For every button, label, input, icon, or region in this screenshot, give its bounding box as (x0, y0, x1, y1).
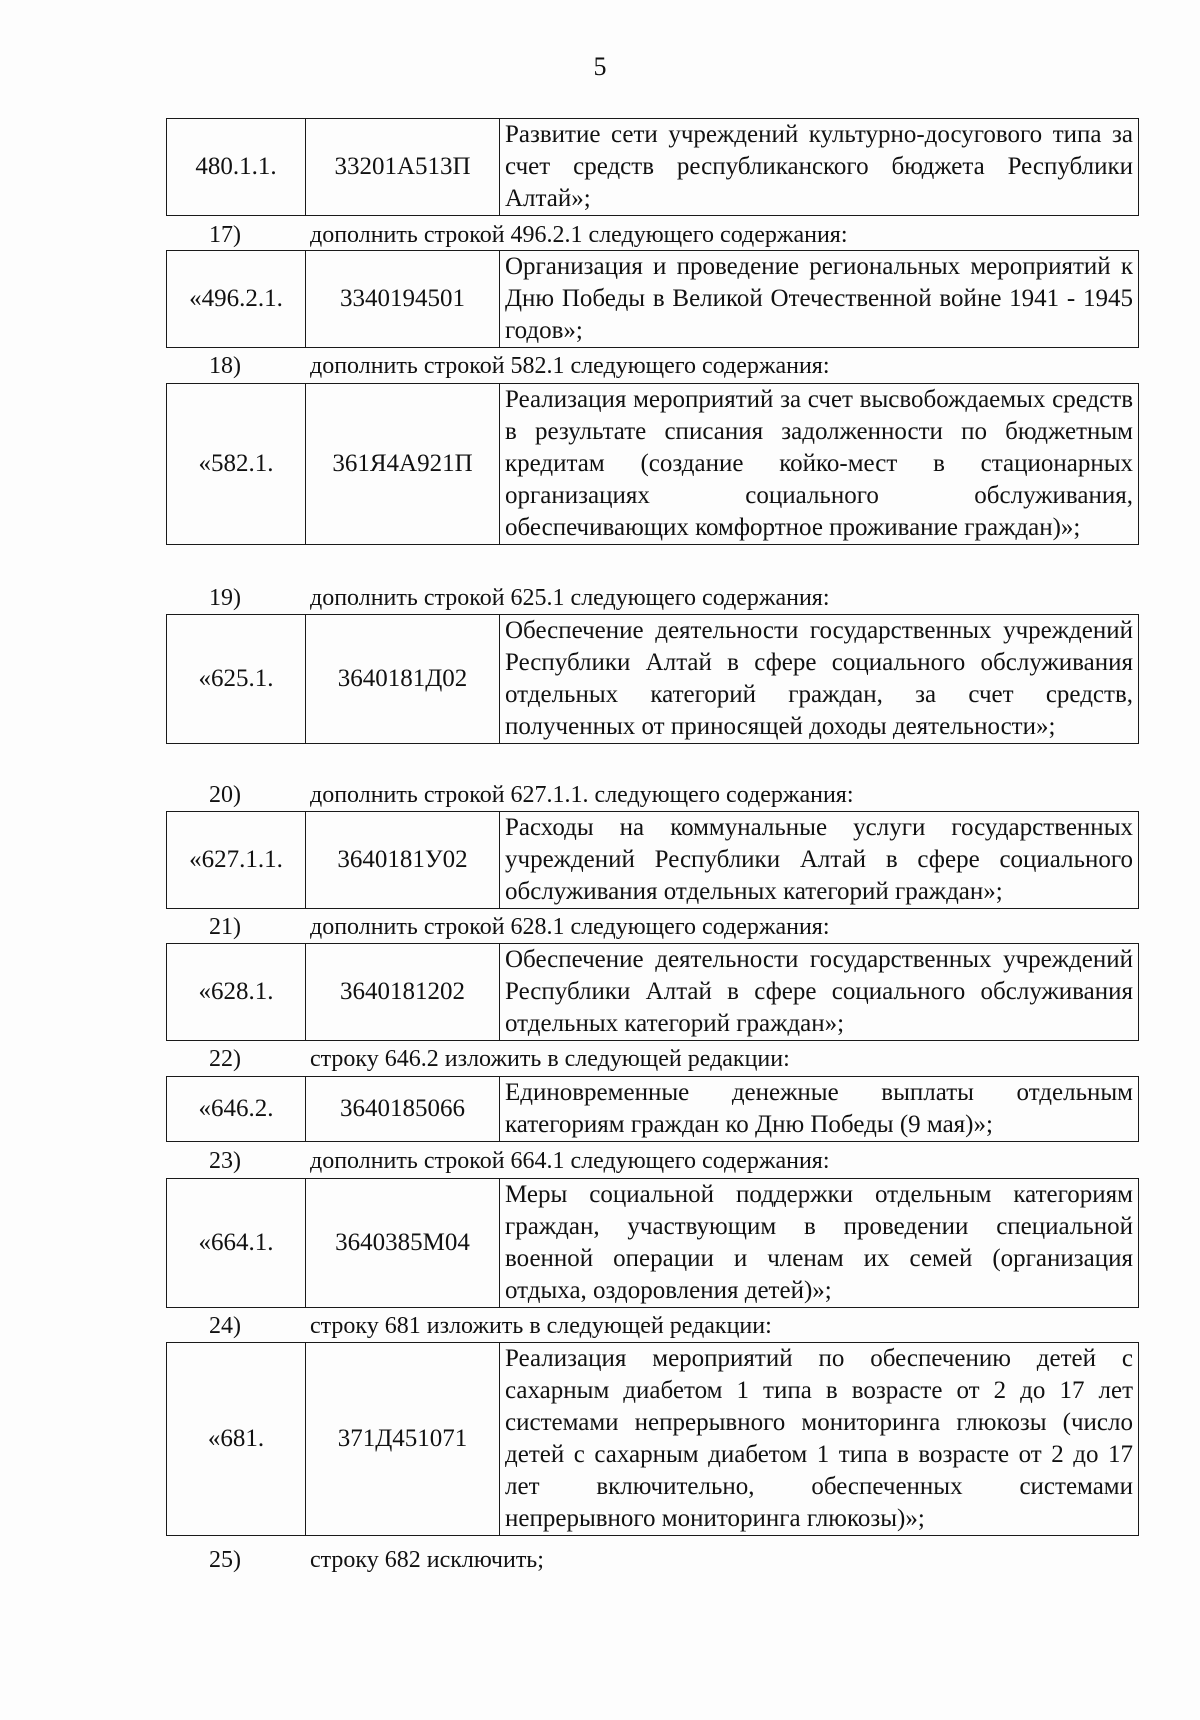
amendment-item (166, 584, 1139, 612)
item-text: строку 682 исключить; (310, 1547, 544, 1573)
item-number: 23) (209, 1148, 241, 1174)
page-number: 5 (593, 52, 607, 81)
item-text: дополнить строкой 664.1 следующего содержания: (310, 1148, 830, 1174)
item-text: дополнить строкой 582.1 следующего содержания: (310, 353, 830, 379)
budget-row-table (166, 1076, 1139, 1142)
budget-row-table (166, 118, 1139, 216)
budget-row-table (166, 383, 1139, 545)
row-number: «628.1. (167, 944, 306, 1041)
item-number: 17) (209, 222, 241, 248)
budget-row-block (166, 250, 1139, 348)
budget-row-table (166, 1178, 1139, 1308)
row-description: Единовременные денежные выплаты отдельным категориям граждан ко Дню Победы (9 мая)»; (500, 1077, 1139, 1142)
budget-row-table (166, 943, 1139, 1041)
table-row (167, 812, 1139, 909)
row-number: «496.2.1. (167, 251, 306, 348)
item-number: 19) (209, 585, 241, 611)
row-description: Развитие сети учреждений культурно-досугового типа за счет средств республиканского бюджета Республики Алтай»; (500, 119, 1139, 216)
table-row (167, 615, 1139, 744)
amendment-item (166, 1147, 1139, 1175)
row-code: 3640181Д02 (306, 615, 500, 744)
table-row (167, 251, 1139, 348)
table-row (167, 384, 1139, 545)
table-row (167, 119, 1139, 216)
item-text: дополнить строкой 628.1 следующего содержания: (310, 914, 830, 940)
amendment-item (166, 352, 1139, 380)
item-number: 18) (209, 353, 241, 379)
row-code: 371Д451071 (306, 1343, 500, 1536)
row-description: Обеспечение деятельности государственных учреждений Республики Алтай в сфере социального обслуживания отдельных категорий граждан, за счет средств, полученных от приносящей доходы деятельности»; (500, 615, 1139, 744)
row-code: 3340194501 (306, 251, 500, 348)
item-number: 25) (209, 1547, 241, 1573)
row-code: 3640385М04 (306, 1179, 500, 1308)
budget-row-table (166, 1342, 1139, 1536)
budget-row-block (166, 1342, 1139, 1536)
budget-row-block (166, 614, 1139, 744)
row-number: «582.1. (167, 384, 306, 545)
row-code: 361Я4А921П (306, 384, 500, 545)
budget-row-block (166, 811, 1139, 909)
budget-row-table (166, 614, 1139, 744)
row-code: 3640181202 (306, 944, 500, 1041)
item-number: 21) (209, 914, 241, 940)
budget-row-block (166, 943, 1139, 1041)
table-row (167, 1343, 1139, 1536)
budget-row-block (166, 383, 1139, 545)
row-number: 480.1.1. (167, 119, 306, 216)
row-number: «625.1. (167, 615, 306, 744)
row-number: «646.2. (167, 1077, 306, 1142)
row-code: 3640185066 (306, 1077, 500, 1142)
item-number: 20) (209, 782, 241, 808)
row-description: Организация и проведение региональных мероприятий к Дню Победы в Великой Отечественной войне 1941 - 1945 годов»; (500, 251, 1139, 348)
item-text: строку 681 изложить в следующей редакции: (310, 1313, 772, 1339)
amendment-item (166, 221, 1139, 249)
row-code: 3640181У02 (306, 812, 500, 909)
table-row (167, 1077, 1139, 1142)
item-text: дополнить строкой 496.2.1 следующего содержания: (310, 222, 848, 248)
amendment-item (166, 781, 1139, 809)
budget-row-block (166, 1076, 1139, 1142)
amendment-item (166, 913, 1139, 941)
row-number: «664.1. (167, 1179, 306, 1308)
budget-row-table (166, 250, 1139, 348)
row-description: Реализация мероприятий за счет высвобождаемых средств в результате списания задолженности по бюджетным кредитам (создание койко-мест в стационарных организациях социального обслуживания, обеспечивающих комфортное проживание граждан)»; (500, 384, 1139, 545)
table-row (167, 1179, 1139, 1308)
table-row (167, 944, 1139, 1041)
row-description: Расходы на коммунальные услуги государственных учреждений Республики Алтай в сфере социального обслуживания отдельных категорий граждан»; (500, 812, 1139, 909)
row-number: «681. (167, 1343, 306, 1536)
row-description: Меры социальной поддержки отдельным категориям граждан, участвующим в проведении специальной военной операции и членам их семей (организация отдыха, оздоровления детей)»; (500, 1179, 1139, 1308)
item-text: дополнить строкой 627.1.1. следующего содержания: (310, 782, 854, 808)
item-text: строку 646.2 изложить в следующей редакции: (310, 1046, 790, 1072)
amendment-item (166, 1546, 1139, 1574)
row-description: Обеспечение деятельности государственных учреждений Республики Алтай в сфере социального обслуживания отдельных категорий граждан»; (500, 944, 1139, 1041)
amendment-item (166, 1045, 1139, 1073)
row-code: 33201А513П (306, 119, 500, 216)
item-number: 22) (209, 1046, 241, 1072)
budget-row-block (166, 118, 1139, 216)
row-number: «627.1.1. (167, 812, 306, 909)
item-text: дополнить строкой 625.1 следующего содержания: (310, 585, 830, 611)
row-description: Реализация мероприятий по обеспечению детей с сахарным диабетом 1 типа в возрасте от 2 до 17 лет системами непрерывного мониторинга глюкозы (число детей с сахарным диабетом 1 типа в возрасте от 2 до 17 лет включительно, обеспеченных системами непрерывного мониторинга глюкозы)»; (500, 1343, 1139, 1536)
amendment-item (166, 1312, 1139, 1340)
budget-row-table (166, 811, 1139, 909)
budget-row-block (166, 1178, 1139, 1308)
item-number: 24) (209, 1313, 241, 1339)
